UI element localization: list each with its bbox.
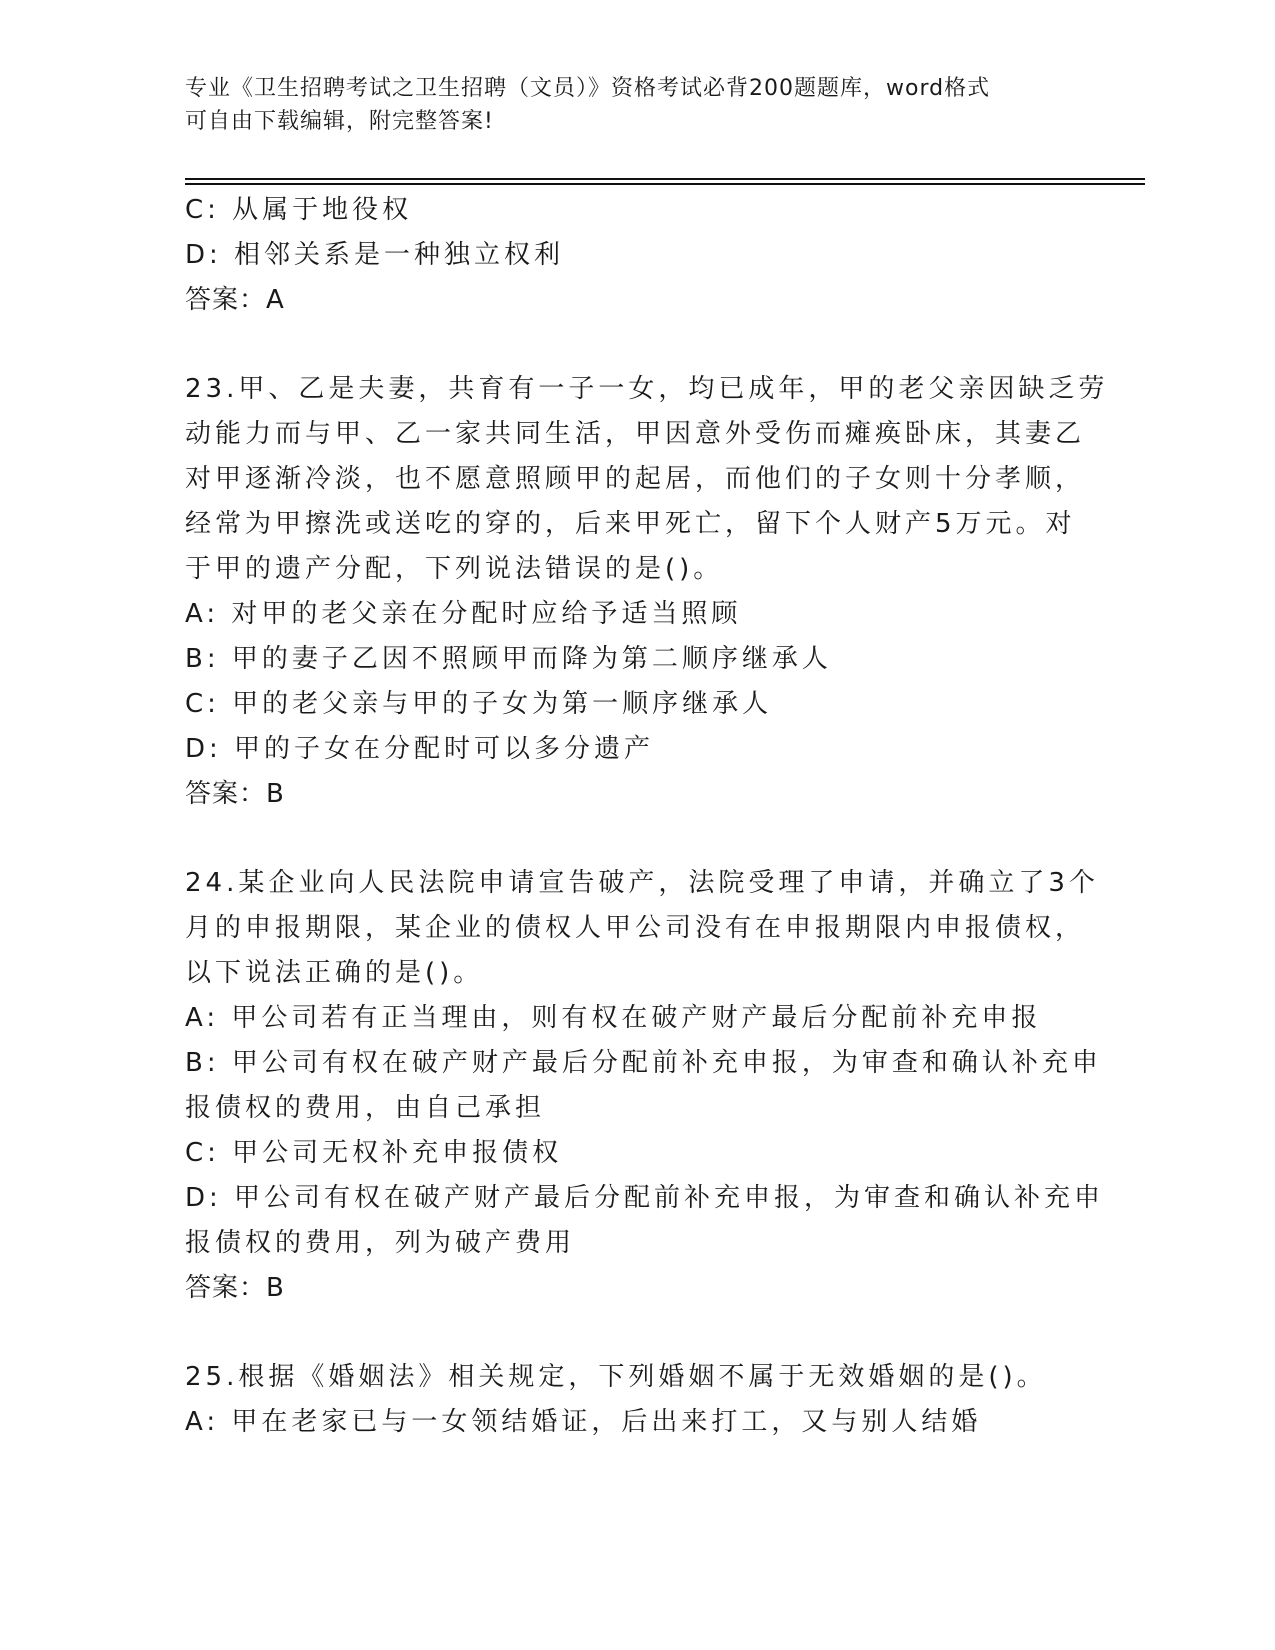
option-a: A: 甲公司若有正当理由，则有权在破产财产最后分配前补充申报 [185,1003,1042,1033]
header-divider-top [185,178,1145,180]
option-b: B: 甲的妻子乙因不照顾甲而降为第二顺序继承人 [185,644,832,674]
spacer [185,1311,1085,1355]
question-text-line: 23.甲、乙是夫妻，共育有一子一女，均已成年，甲的老父亲因缺乏劳 [185,374,1109,404]
question-25 [185,1355,1085,1445]
question-text-line: 25.根据《婚姻法》相关规定，下列婚姻不属于无效婚姻的是()。 [185,1362,1047,1392]
header-line-1: 专业《卫生招聘考试之卫生招聘（文员）》资格考试必背200题题库，word格式 [185,76,991,101]
option-a: A: 对甲的老父亲在分配时应给予适当照顾 [185,599,742,629]
option-d: D: 甲公司有权在破产财产最后分配前补充申报，为审查和确认补充申 [185,1183,1105,1213]
spacer [185,323,1085,367]
question-text-line: 月的申报期限，某企业的债权人甲公司没有在申报期限内申报债权， [185,913,1086,943]
question-23 [185,367,1109,817]
answer-line: 答案：A [185,285,285,315]
document-body [185,188,1109,1445]
previous-question-tail [185,188,1085,323]
option-c: C: 甲公司无权补充申报债权 [185,1138,563,1168]
option-a: A: 甲在老家已与一女领结婚证，后出来打工，又与别人结婚 [185,1407,982,1437]
question-text-line: 对甲逐渐冷淡，也不愿意照顾甲的起居，而他们的子女则十分孝顺， [185,464,1086,494]
option-d-continued: 报债权的费用，列为破产费用 [185,1228,576,1258]
option-d: D: 甲的子女在分配时可以多分遗产 [185,734,655,764]
header-divider-bottom [185,183,1145,185]
option-b: B: 甲公司有权在破产财产最后分配前补充申报，为审查和确认补充申 [185,1048,1102,1078]
question-24 [185,861,1105,1311]
answer-line: 答案：B [185,779,285,809]
option-c: C: 甲的老父亲与甲的子女为第一顺序继承人 [185,689,773,719]
answer-line: 答案：B [185,1273,285,1303]
question-text-line: 动能力而与甲、乙一家共同生活，甲因意外受伤而瘫痪卧床，其妻乙 [185,419,1086,449]
question-text-line: 于甲的遗产分配，下列说法错误的是()。 [185,554,724,584]
spacer [185,817,1085,861]
option-b-continued: 报债权的费用，由自己承担 [185,1093,546,1123]
option-c: C: 从属于地役权 [185,195,413,225]
question-text-line: 经常为甲擦洗或送吃的穿的，后来甲死亡，留下个人财产5万元。对 [185,509,1076,539]
option-d: D: 相邻关系是一种独立权利 [185,240,565,270]
question-text-line: 以下说法正确的是()。 [185,958,484,988]
header-line-2: 可自由下载编辑，附完整答案! [185,109,494,134]
question-text-line: 24.某企业向人民法院申请宣告破产，法院受理了申请，并确立了3个 [185,868,1099,898]
document-header [185,72,1085,138]
